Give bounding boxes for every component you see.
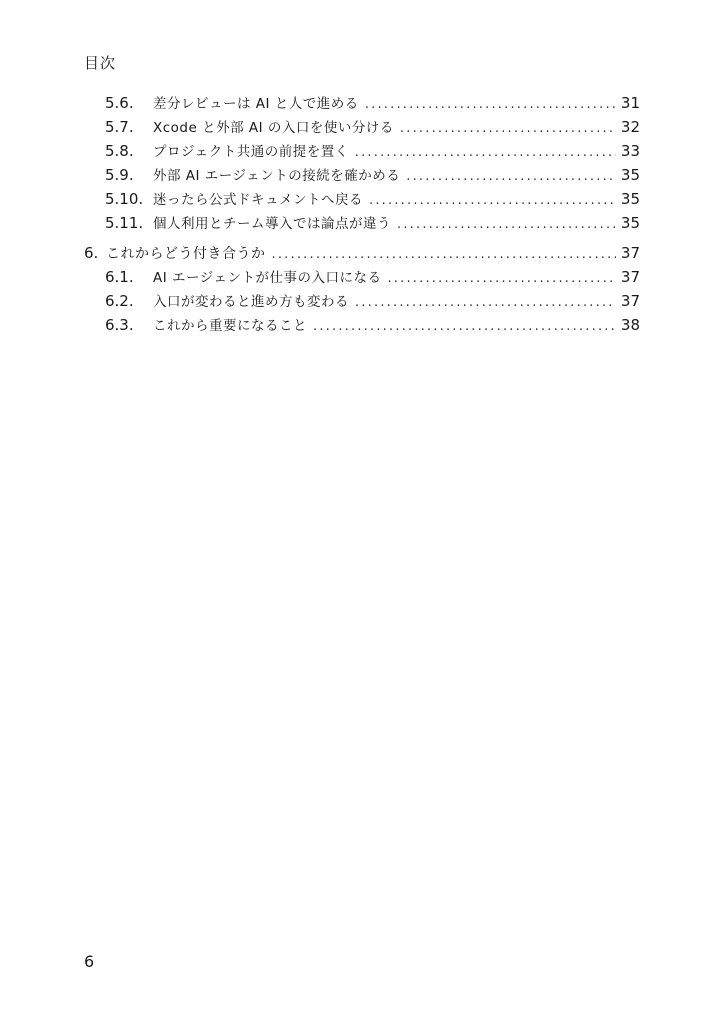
toc-entry-page: 31	[620, 94, 640, 112]
toc-entry-number: 6.2.	[105, 292, 134, 310]
toc-entry[interactable]	[84, 313, 640, 337]
toc-entry-page: 35	[620, 190, 640, 208]
toc-entry-page: 35	[620, 214, 640, 232]
toc-entry-number: 5.10.	[105, 190, 144, 208]
toc-entry-title: これからどう付き合うか	[106, 246, 266, 262]
dot-leader	[355, 141, 616, 165]
toc-entry-page: 33	[620, 142, 640, 160]
dot-leader	[400, 117, 616, 141]
dot-leader	[365, 93, 616, 117]
toc-entry[interactable]	[84, 91, 640, 115]
toc-entry-title: 個人利用とチーム導入では論点が違う	[153, 216, 391, 232]
toc-entry-title: 外部 AI エージェントの接続を確かめる	[153, 168, 401, 184]
dot-leader	[397, 213, 616, 237]
toc-entry-title: Xcode と外部 AI の入口を使い分ける	[153, 120, 394, 136]
dot-leader	[406, 165, 616, 189]
toc-entry-number: 6.1.	[105, 268, 134, 286]
toc-entry-number: 5.6.	[105, 94, 134, 112]
table-of-contents	[84, 91, 640, 337]
toc-entry[interactable]	[84, 187, 640, 211]
toc-entry[interactable]	[84, 163, 640, 187]
dot-leader	[355, 291, 616, 315]
toc-entry-title: 入口が変わると進め方も変わる	[153, 294, 349, 310]
toc-entry-number: 5.9.	[105, 166, 134, 184]
toc-entry-number: 5.8.	[105, 142, 134, 160]
toc-entry-page: 32	[620, 118, 640, 136]
toc-entry-page: 38	[620, 316, 640, 334]
toc-entry-page: 37	[620, 292, 640, 310]
toc-chapter-entry[interactable]	[84, 241, 640, 265]
dot-leader	[272, 243, 617, 267]
dot-leader	[369, 189, 616, 213]
toc-entry[interactable]	[84, 115, 640, 139]
toc-entry-title: AI エージェントが仕事の入口になる	[153, 270, 382, 286]
toc-entry[interactable]	[84, 139, 640, 163]
toc-entry-page: 37	[620, 244, 640, 262]
toc-entry-title: 差分レビューは AI と人で進める	[153, 96, 359, 112]
toc-entry-title: これから重要になること	[153, 318, 307, 334]
dot-leader	[313, 315, 616, 339]
toc-entry-title: プロジェクト共通の前提を置く	[153, 144, 349, 160]
toc-entry-number: 6.3.	[105, 316, 134, 334]
running-header: 目次	[84, 54, 117, 72]
toc-entry[interactable]	[84, 211, 640, 235]
toc-entry[interactable]	[84, 265, 640, 289]
toc-entry-number: 6.	[84, 244, 99, 262]
toc-entry-number: 5.11.	[105, 214, 144, 232]
toc-entry-number: 5.7.	[105, 118, 134, 136]
dot-leader	[387, 267, 616, 291]
toc-entry-page: 37	[620, 268, 640, 286]
page-number: 6	[84, 952, 95, 971]
toc-entry-page: 35	[620, 166, 640, 184]
toc-entry-title: 迷ったら公式ドキュメントへ戻る	[153, 192, 363, 208]
toc-entry[interactable]	[84, 289, 640, 313]
